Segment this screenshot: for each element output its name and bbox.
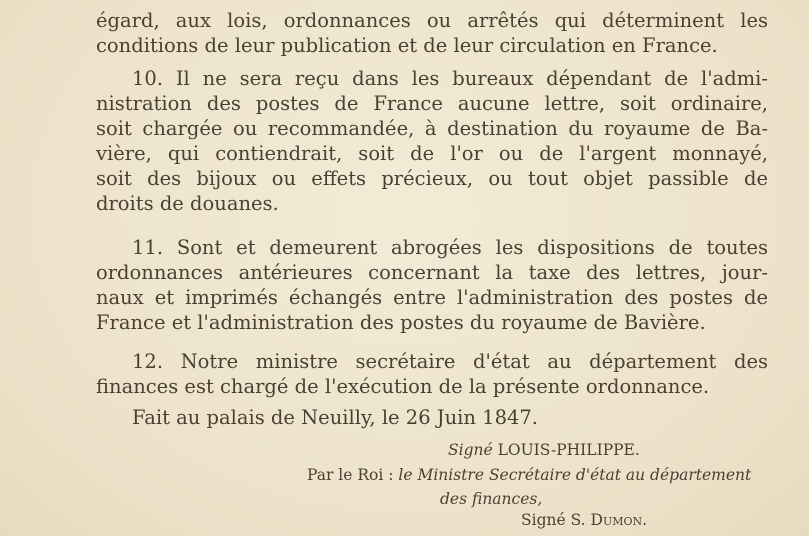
text-line: finances est chargé de l'exécution de la présente ordonnance. bbox=[96, 375, 710, 398]
article-12 bbox=[96, 349, 768, 399]
text-line: nistration des postes de France aucune lettre, soit ordinaire, bbox=[96, 92, 768, 115]
signature-prefix: Par le Roi : bbox=[307, 466, 394, 484]
signature-king bbox=[448, 441, 640, 459]
article-10 bbox=[96, 66, 768, 216]
text-line: Fait au palais de Neuilly, le 26 Juin 1847. bbox=[132, 406, 538, 429]
signature-role-continuation bbox=[440, 490, 542, 508]
signature-prefix: Signé bbox=[521, 511, 566, 529]
signature-minister bbox=[307, 466, 751, 484]
signature-name: LOUIS-PHILIPPE. bbox=[497, 441, 640, 459]
signature-name: S. Dumon. bbox=[570, 511, 648, 529]
signature-role: le Ministre Secrétaire d'état au département bbox=[398, 466, 752, 484]
text-line: ordonnances antérieures concernant la taxe des lettres, jour- bbox=[96, 261, 768, 284]
text-line: naux et imprimés échangés entre l'administration des postes de bbox=[96, 286, 768, 309]
signature-role: des finances, bbox=[440, 490, 543, 508]
text-line: vière, qui contiendrait, soit de l'or ou de l'argent monnayé, bbox=[96, 142, 768, 165]
text-line: 10. Il ne sera reçu dans les bureaux dépendant de l'admi- bbox=[132, 67, 768, 90]
date-line bbox=[96, 405, 768, 430]
text-line: 11. Sont et demeurent abrogées les dispositions de toutes bbox=[132, 236, 768, 259]
text-line: conditions de leur publication et de leur circulation en France. bbox=[96, 34, 718, 57]
text-line: France et l'administration des postes du royaume de Bavière. bbox=[96, 311, 706, 334]
paragraph-continuation bbox=[96, 8, 768, 58]
text-line: égard, aux lois, ordonnances ou arrêtés qui déterminent les bbox=[96, 9, 768, 32]
article-11 bbox=[96, 235, 768, 335]
text-line: droits de douanes. bbox=[96, 192, 279, 215]
signature-dumon bbox=[521, 511, 647, 529]
text-line: soit des bijoux ou effets précieux, ou tout objet passible de bbox=[96, 167, 768, 190]
signature-prefix: Signé bbox=[448, 441, 493, 459]
text-line: 12. Notre ministre secrétaire d'état au département des bbox=[132, 350, 768, 373]
text-line: soit chargée ou recommandée, à destination du royaume de Ba- bbox=[96, 117, 768, 140]
